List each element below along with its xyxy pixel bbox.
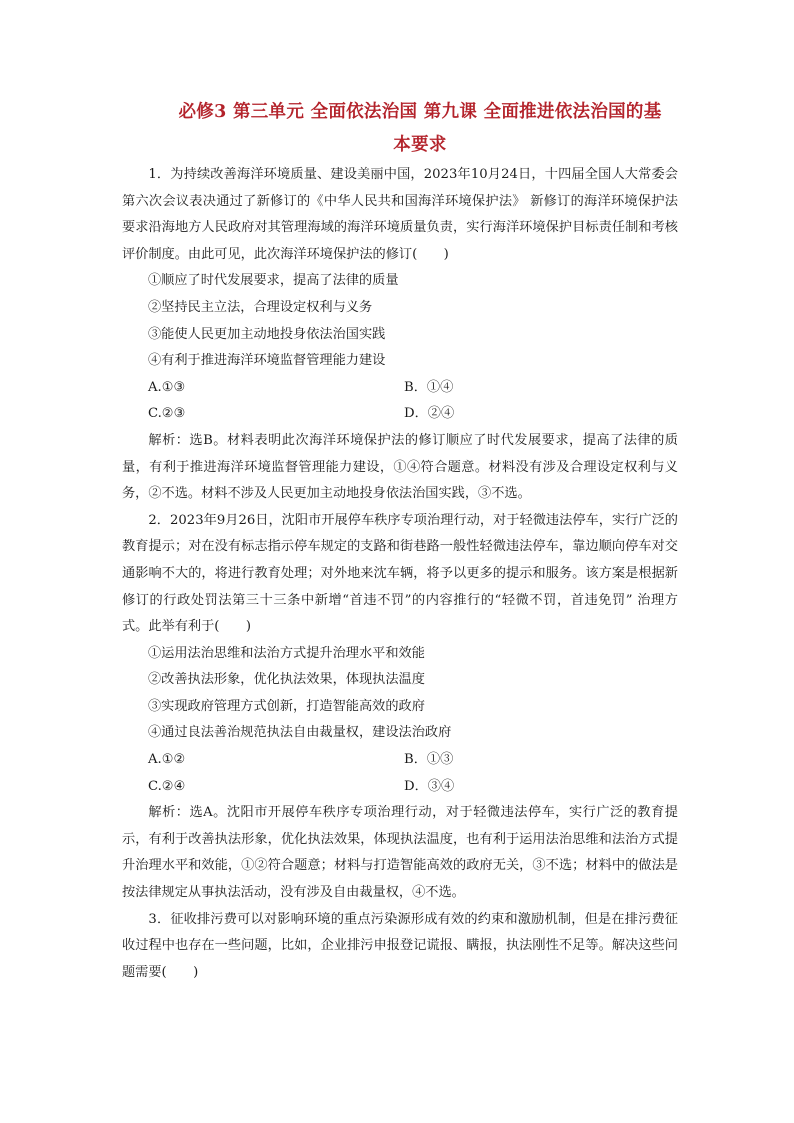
page-title	[140, 96, 700, 162]
question-1-choice-a: A.①③	[148, 379, 186, 395]
question-2-option-4: ④通过良法善治规范执法自由裁量权，建设法治政府	[148, 725, 452, 741]
question-2-option-1: ①运用法治思维和法治方式提升治理水平和效能	[148, 645, 425, 661]
question-3-stem: 3．征收排污费可以对影响环境的重点污染源形成有效的约束和激励机制，但是在排污费征收过程中也存在一些问题，比如，企业排污申报登记谎报、瞒报，执法刚性不足等。解决这些问题需要( )	[122, 911, 678, 980]
question-2-choice-c: C.②④	[148, 778, 186, 794]
question-1-choice-d: D．②④	[404, 406, 455, 422]
question-1-option-2: ②坚持民主立法，合理设定权利与义务	[148, 299, 373, 315]
question-1-choices-row-2	[122, 401, 678, 428]
question-1-analysis: 解析：选B。材料表明此次海洋环境保护法的修订顺应了时代发展要求，提高了法律的质量，有利于推进海洋环境监督管理能力建设，①④符合题意。材料没有涉及合理设定权利与义务，②不选。材料不涉及人民更加主动地投身依法治国实践，③不选。	[122, 432, 678, 502]
question-2-choice-d: D．③④	[404, 778, 455, 794]
title-line-2: 本要求	[393, 135, 447, 155]
question-1-choice-c: C.②③	[148, 406, 186, 422]
question-2-option-3: ③实现政府管理方式创新，打造智能高效的政府	[148, 698, 425, 714]
question-1-stem: 1．为持续改善海洋环境质量、建设美丽中国，2023年10月24日，十四届全国人大常委会第六次会议表决通过了新修订的《中华人民共和国海洋环境保护法》 新修订的海洋环境保护法要求沿海地方人民政府对其管理海域的海洋环境质量负责，实行海洋环境保护目标责任制和考核评价制度。由此可见，此次海洋环境保护法的修订( )	[122, 167, 678, 262]
question-2-option-2: ②改善执法形象，优化执法效果，体现执法温度	[148, 672, 425, 688]
question-1-option-3: ③能使人民更加主动地投身依法治国实践	[148, 326, 386, 342]
question-2-choices-row-1	[122, 747, 678, 774]
question-1-option-1: ①顺应了时代发展要求，提高了法律的质量	[148, 273, 399, 289]
question-2-choices-row-2	[122, 774, 678, 801]
question-2-choice-a: A.①②	[148, 752, 186, 768]
question-1-choice-b: B．①④	[404, 379, 454, 395]
question-1-option-4: ④有利于推进海洋环境监督管理能力建设	[148, 353, 386, 369]
question-2-choice-b: B．①③	[404, 752, 454, 768]
question-2-analysis: 解析：选A。沈阳市开展停车秩序专项治理行动，对于轻微违法停车，实行广泛的教育提示，有利于改善执法形象，优化执法效果，体现执法温度，也有利于运用法治思维和法治方式提升治理水平和效能，①②符合题意；材料与打造智能高效的政府无关，③不选；材料中的做法是按法律规定从事执法活动，没有涉及自由裁量权，④不选。	[122, 805, 678, 901]
question-content	[122, 162, 678, 986]
question-2-stem: 2．2023年9月26日，沈阳市开展停车秩序专项治理行动，对于轻微违法停车，实行广泛的教育提示；对在没有标志指示停车规定的支路和街巷路一般性轻微违法停车，靠边顺向停车对交通影响不大的，将进行教育处理；对外地来沈车辆，将予以更多的提示和服务。该方案是根据新修订的行政处罚法第三十三条中新增“首违不罚”的内容推行的“轻微不罚，首违免罚” 治理方式。此举有利于( )	[122, 512, 678, 635]
question-1-choices-row-1	[122, 375, 678, 402]
title-line-1: 必修3 第三单元 全面依法治国 第九课 全面推进依法治国的基	[178, 102, 662, 122]
